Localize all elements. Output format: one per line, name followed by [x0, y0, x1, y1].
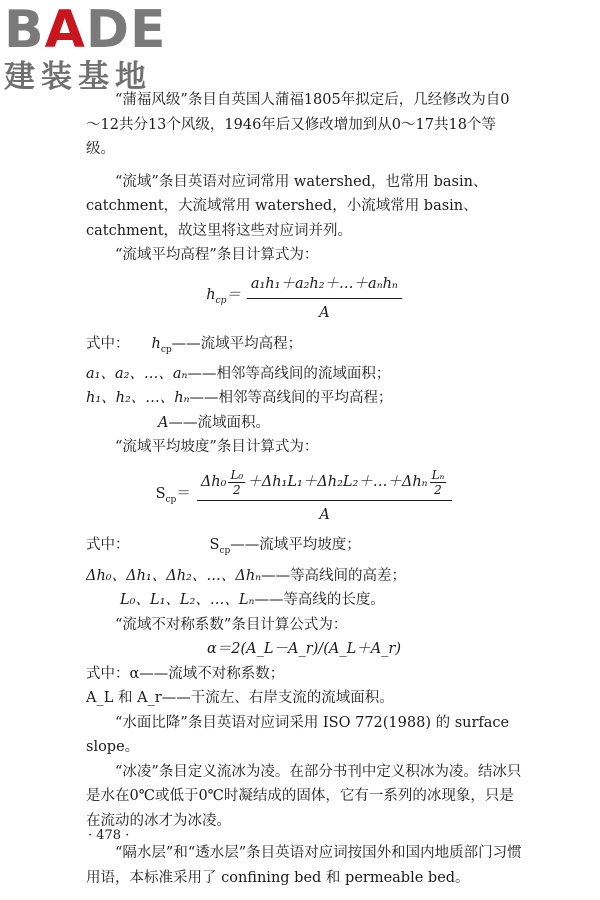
logo-letters-de: DE: [85, 0, 167, 60]
defs2-block: [86, 533, 522, 612]
formula1-lhs: $h_{cp}=$: [206, 287, 241, 307]
formula1-fraction: [247, 272, 402, 326]
bade-logo: [4, 2, 179, 94]
defs3-line2: A_L 和 A_r——干流左、右岸支流的流域面积。: [86, 690, 394, 707]
paragraph-mean-slope-intro: “流域平均坡度”条目计算式为：: [115, 439, 319, 456]
formula-mean-slope: [86, 468, 522, 528]
defs2-line1: 式中： $S_{cp}——$流域平均坡度；: [86, 537, 361, 557]
formula2-fraction: [197, 468, 453, 528]
formula2-lhs: $S_{cp}=$: [155, 486, 191, 506]
logo-wordmark: [4, 2, 179, 58]
defs1-line2: a₁、a₂、…、aₙ——相邻等高线间的流域面积；: [86, 365, 391, 382]
document-body: [86, 88, 522, 890]
defs3-block: [86, 662, 522, 711]
defs1-block: [86, 332, 522, 436]
paragraph-surface-slope: “水面比降”条目英语对应词采用 ISO 772(1988) 的 surface slope。: [86, 714, 510, 756]
formula1-numerator: a₁h₁＋a₂h₂＋…＋aₙhₙ: [247, 272, 402, 300]
formula-asymmetry: α＝2(A_L－A_r)/(A_L＋A_r): [206, 641, 402, 658]
paragraph-watershed: “流域”条目英语对应词常用 watershed，也常用 basin、catchment，大流域常用 watershed，小流域常用 basin、catchment，故这里将这些对应词并列。: [86, 173, 488, 239]
defs1-line4: A——流域面积。: [158, 414, 270, 431]
paragraph-ice-floe: “冰凌”条目定义流冰为凌。在部分书刊中定义积冰为凌。结冰只是水在0℃或低于0℃时凝结成的固体，它有一系列的冰现象，只是在流动的冰才为冰凌。: [86, 763, 522, 829]
formula2-denominator: A: [319, 506, 330, 523]
paragraph-mean-elevation-intro: “流域平均高程”条目计算式为：: [115, 247, 319, 263]
logo-letter-b: B: [4, 0, 45, 60]
paragraph-asymmetry-intro: “流域不对称系数”条目计算公式为：: [115, 616, 348, 633]
page-number: · 478 ·: [88, 828, 130, 843]
formula2-numerator: Δh₀ L₀ 2 ＋Δh₁L₁＋Δh₂L₂＋…＋Δhₙ Lₙ 2: [197, 468, 453, 501]
formula1-denominator: A: [319, 305, 330, 321]
paragraph-confining-bed: “隔水层”和“透水层”条目英语对应词按国外和国内地质部门习惯用语，本标准采用了 confining bed 和 permeable bed。: [86, 845, 522, 886]
defs2-line3: L₀、L₁、L₂、…、Lₙ——等高线的长度。: [120, 592, 385, 609]
defs2-line2: Δh₀、Δh₁、Δh₂、…、Δhₙ——等高线间的高差；: [86, 567, 407, 584]
formula-mean-elevation: [86, 272, 522, 326]
defs1-line3: h₁、h₂、…、hₙ——相邻等高线间的平均高程；: [86, 390, 393, 407]
defs3-line1: 式中：α——流域不对称系数；: [86, 665, 285, 682]
logo-letter-a: A: [44, 0, 86, 60]
paragraph-beaufort: “蒲福风级”条目自英国人蒲福1805年拟定后，几经修改为自0～12共分13个风级，1946年后又修改增加到从0～17共18个等级。: [86, 92, 510, 157]
logo-chinese: 建装基地: [4, 59, 152, 95]
defs1-line1: 式中： $h_{cp}——$流域平均高程；: [86, 335, 303, 355]
